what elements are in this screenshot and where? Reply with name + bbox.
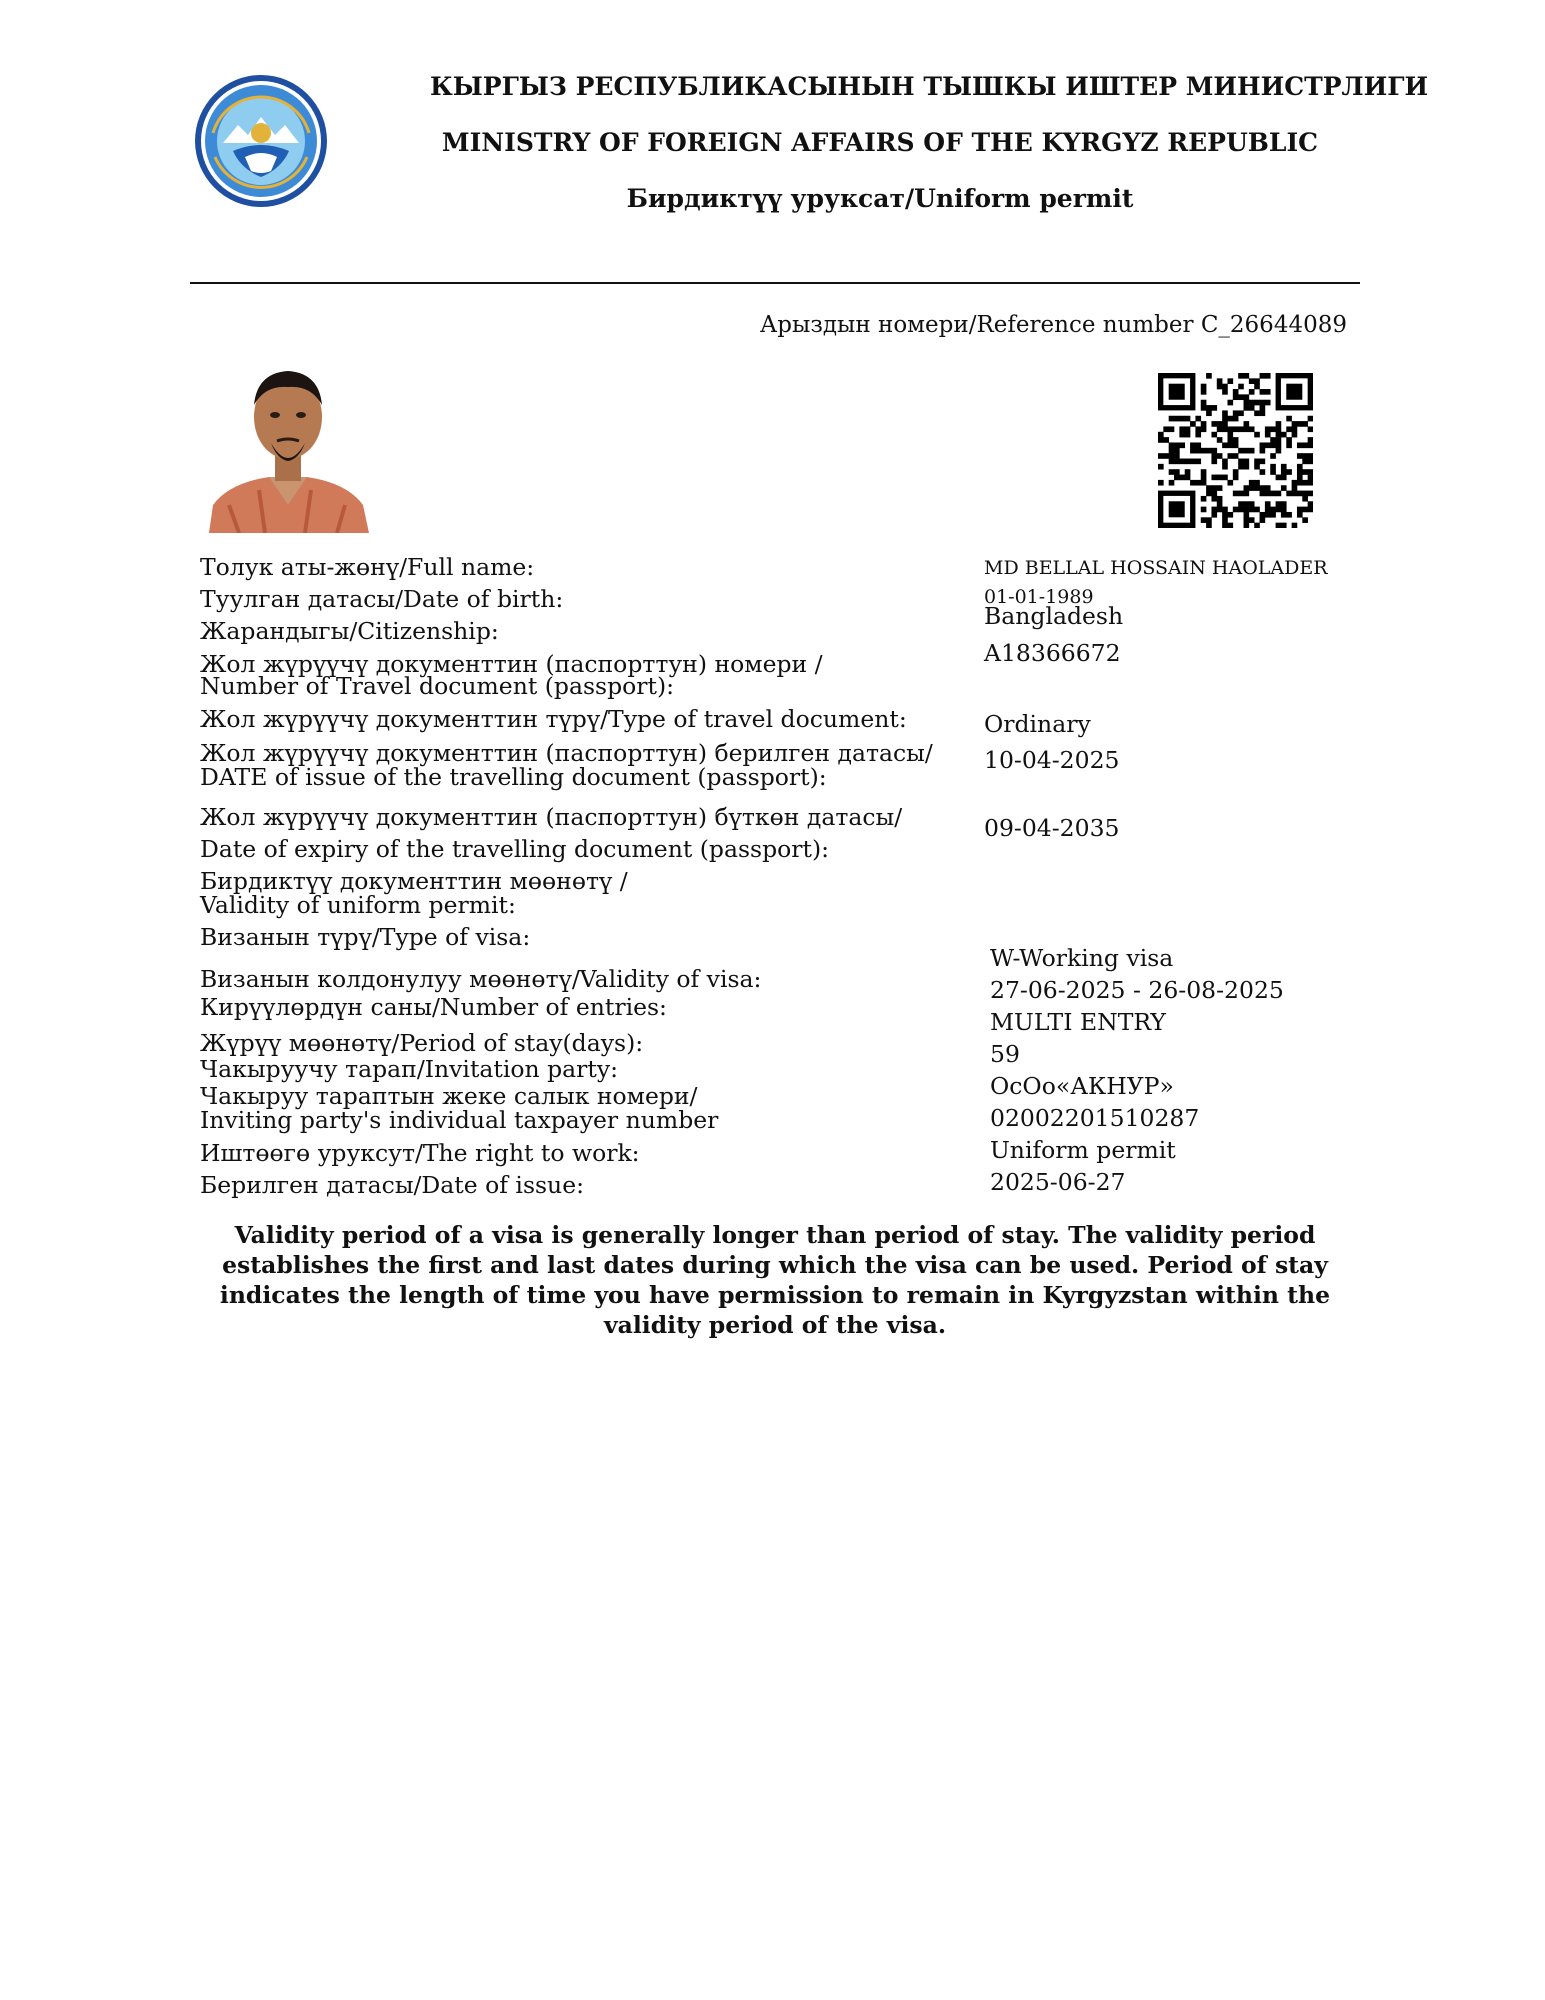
passport-issue-date-value: 10-04-2025 <box>984 746 1120 774</box>
permit-validity-label-en: Validity of uniform permit: <box>200 891 516 919</box>
period-of-stay-value: 59 <box>990 1040 1020 1068</box>
date-of-birth-value: 01-01-1989 <box>984 586 1094 608</box>
visa-validity-value: 27-06-2025 - 26-08-2025 <box>990 976 1284 1004</box>
invitation-party-value: ОсОо«АКНУР» <box>990 1072 1174 1100</box>
invitation-party-label: Чакыруучу тарап/Invitation party: <box>200 1055 619 1083</box>
applicant-photo <box>199 355 377 533</box>
permit-validity-label: Бирдиктүү документтин мөөнөтү / <box>200 867 628 895</box>
travel-document-type-label: Жол жүрүүчү документтин түрү/Type of travel document: <box>200 705 907 733</box>
period-of-stay-label: Жүрүү мөөнөтү/Period of stay(days): <box>200 1029 644 1057</box>
passport-number-label: Жол жүрүүчү документтин (паспорттун) номери / <box>200 650 823 678</box>
passport-number-label-en: Number of Travel document (passport): <box>200 672 675 700</box>
header-subtitle: Бирдиктүү уруксат/Uniform permit <box>626 184 1134 213</box>
date-of-issue-value: 2025-06-27 <box>990 1168 1126 1196</box>
travel-document-type-value: Ordinary <box>984 710 1091 738</box>
passport-number-value: A18366672 <box>984 639 1121 667</box>
citizenship-value: Bangladesh <box>984 602 1124 630</box>
date-of-issue-label: Берилген датасы/Date of issue: <box>200 1171 585 1199</box>
visa-type-label: Визанын түрү/Type of visa: <box>200 923 531 951</box>
state-emblem <box>193 73 329 209</box>
right-to-work-value: Uniform permit <box>990 1136 1176 1164</box>
visa-validity-label: Визанын колдонулуу мөөнөтү/Validity of visa: <box>200 965 762 993</box>
citizenship-label: Жарандыгы/Citizenship: <box>200 617 499 645</box>
visa-type-value: W-Working visa <box>990 944 1174 972</box>
taxpayer-number-label: Чакыруу тараптын жеке салык номери/ <box>200 1082 698 1110</box>
number-of-entries-value: MULTI ENTRY <box>990 1008 1166 1036</box>
date-of-birth-label: Туулган датасы/Date of birth: <box>200 585 564 613</box>
passport-expiry-date-label: Жол жүрүүчү документтин (паспорттун) бүткөн датасы/ <box>200 803 903 831</box>
passport-expiry-date-value: 09-04-2035 <box>984 814 1120 842</box>
header-title-en: MINISTRY OF FOREIGN AFFAIRS OF THE KYRGYZ REPUBLIC <box>441 128 1319 157</box>
full-name-value: MD BELLAL HOSSAIN HAOLADER <box>984 557 1328 579</box>
passport-issue-date-label: Жол жүрүүчү документтин (паспорттун) берилген датасы/ <box>200 739 933 767</box>
reference-number: Арыздын номери/Reference number C_26644089 <box>759 312 1347 338</box>
header-title-ky: КЫРГЫЗ РЕСПУБЛИКАСЫНЫН ТЫШКЫ ИШТЕР МИНИСТРЛИГИ <box>430 72 1429 101</box>
validity-note: Validity period of a visa is generally longer than period of stay. The validity period establishes the first and last dates during which the visa can be used. Period of stay indicates the length of time you have permission to remain in Kyrgyzstan within the validity period of the visa. <box>219 1221 1331 1339</box>
passport-issue-date-label-en: DATE of issue of the travelling document (passport): <box>200 763 827 791</box>
right-to-work-label: Иштөөгө уруксут/The right to work: <box>200 1139 640 1167</box>
passport-expiry-date-label-en: Date of expiry of the travelling document (passport): <box>200 835 830 863</box>
header-divider <box>190 282 1360 284</box>
taxpayer-number-label-en: Inviting party's individual taxpayer number <box>200 1106 719 1134</box>
taxpayer-number-value: 02002201510287 <box>990 1104 1200 1132</box>
qr-code <box>1158 373 1313 528</box>
full-name-label: Толук аты-жөнү/Full name: <box>200 553 535 581</box>
number-of-entries-label: Кирүүлөрдүн саны/Number of entries: <box>200 993 667 1021</box>
